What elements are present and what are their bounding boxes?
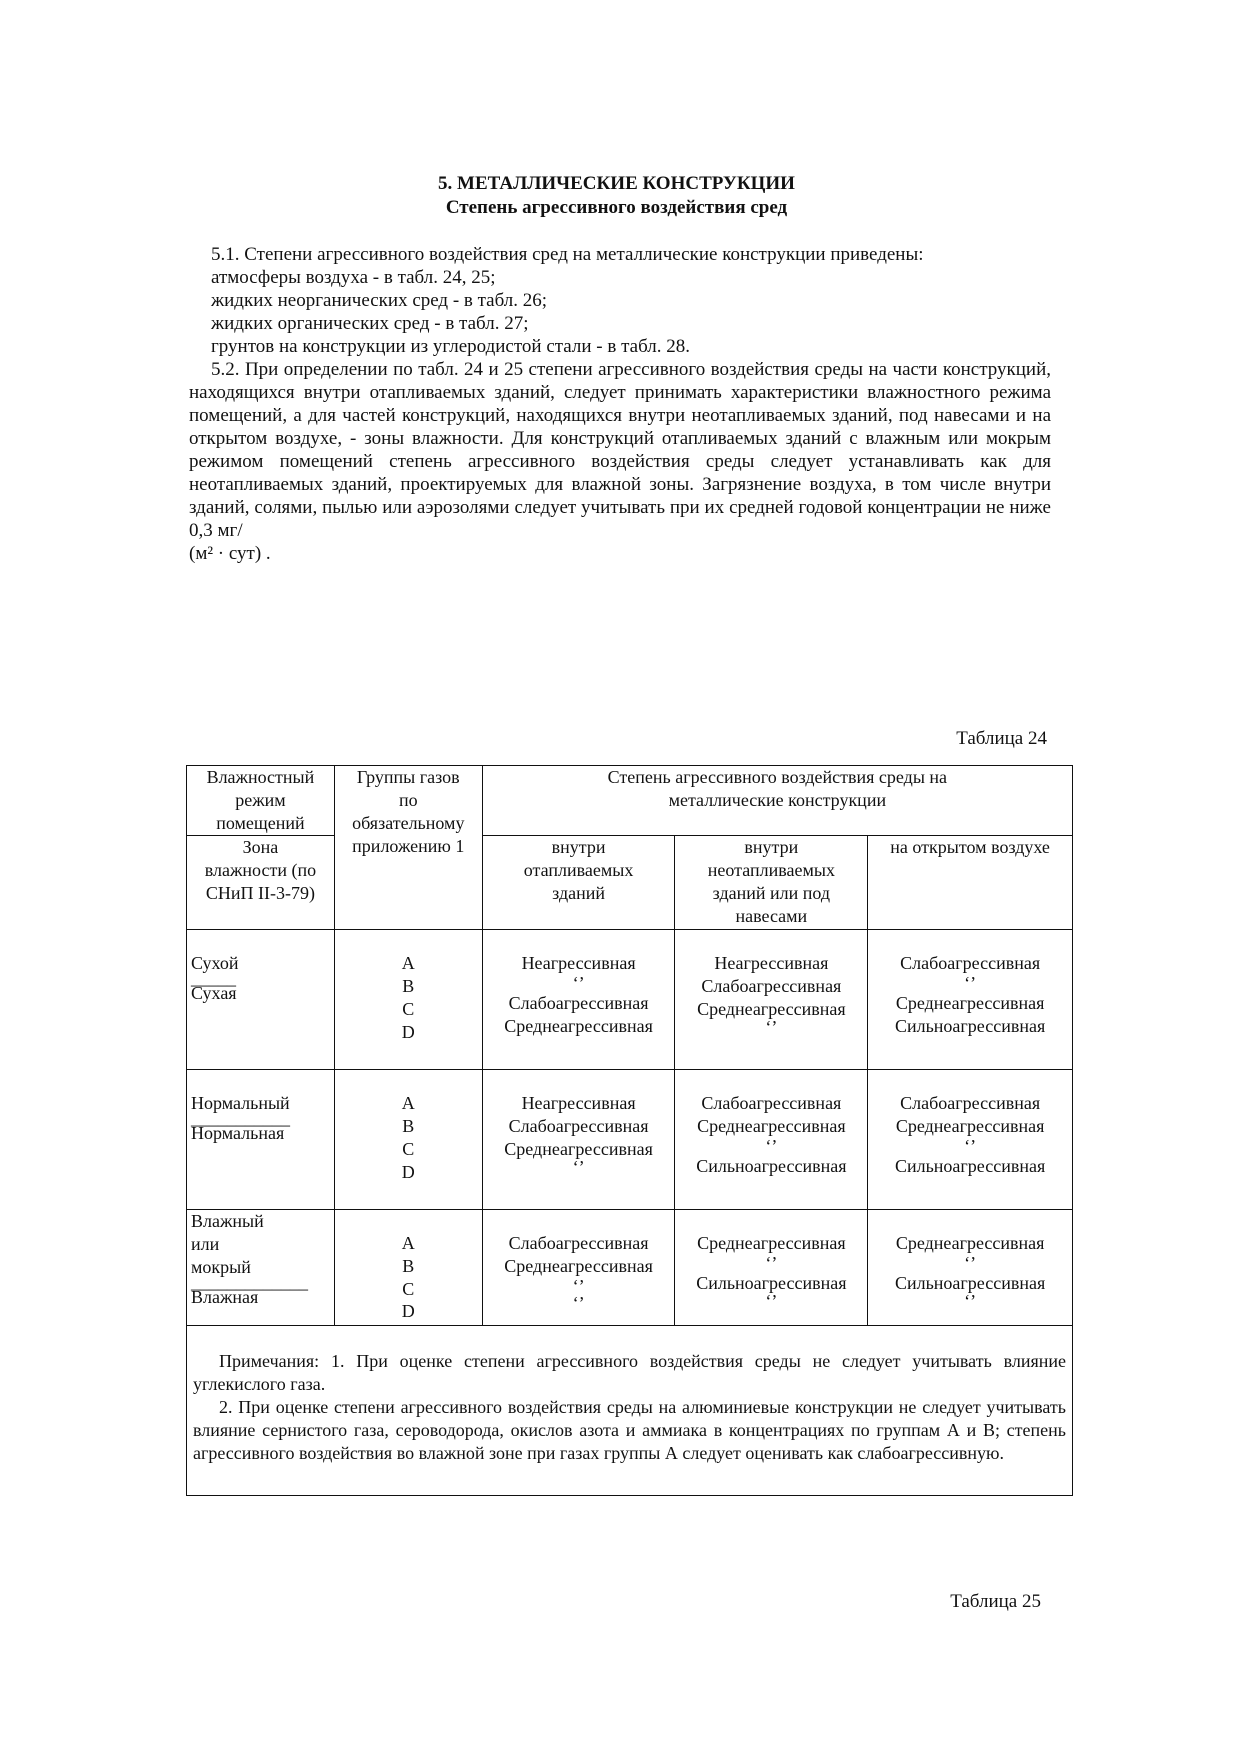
table-notes-row (187, 1326, 1073, 1496)
para-5-2: 5.2. При определении по табл. 24 и 25 степени агрессивного воздействия среды на части конструкций, находящихся внутри отапливаемых зданий, следует принимать характеристики влажностного режима помещений, а для частей конструкций, находящихся внутри неотапливаемых зданий, под навесами и на открытом воздухе, - зоны влажности. Для конструкций отапливаемых зданий с влажным или мокрым режимом помещений степень агрессивного воздействия среды следует устанавливать как для неотапливаемых зданий, проектируемых для влажной зоны. Загрязнение воздуха, в том числе внутри зданий, солями, пылью или аэрозолями следует учитывать при их средней годовой концентрации не ниже 0,3 мг/ (189, 359, 1051, 541)
regime-cell: Нормальный ___________ Нормальная (187, 1070, 335, 1210)
heated-cell: Неагрессивная Слабоагрессивная Среднеагрессивная ‘’ (482, 1070, 675, 1210)
regime-cell: Влажный или мокрый _____________ Влажная (187, 1210, 335, 1326)
regime-cell: Сухой _____ Сухая (187, 930, 335, 1070)
table-notes (187, 1326, 1073, 1496)
header-zone: Зона влажности (по СНиП II-3-79) (187, 836, 335, 930)
groups-cell: A B C D (334, 930, 482, 1070)
outdoor-cell: Среднеагрессивная ‘’ Сильноагрессивная ‘’ (868, 1210, 1073, 1326)
header-regime: Влажностный режим помещений (187, 766, 335, 836)
table-row (187, 930, 1073, 1070)
heated-cell: Неагрессивная ‘’ Слабоагрессивная Среднеагрессивная (482, 930, 675, 1070)
table-row (187, 1210, 1073, 1326)
header-degree: Степень агрессивного воздействия среды на металлические конструкции (482, 766, 1072, 836)
outdoor-cell: Слабоагрессивная Среднеагрессивная ‘’ Сильноагрессивная (868, 1070, 1073, 1210)
header-inside-unheated: внутри неотапливаемых зданий или под навесами (675, 836, 868, 930)
list-item: атмосферы воздуха - в табл. 24, 25; (211, 267, 496, 288)
list-item: жидких неорганических сред - в табл. 26; (211, 290, 548, 311)
header-outdoor: на открытом воздухе (868, 836, 1073, 930)
header-gas-groups: Группы газов по обязательному приложению 1 (334, 766, 482, 930)
header-inside-heated: внутри отапливаемых зданий (482, 836, 675, 930)
unheated-cell: Слабоагрессивная Среднеагрессивная ‘’ Сильноагрессивная (675, 1070, 868, 1210)
table-row (187, 1070, 1073, 1210)
heated-cell: Слабоагрессивная Среднеагрессивная ‘’ ‘’ (482, 1210, 675, 1326)
table-24 (186, 765, 1073, 1496)
table-25-caption: Таблица 25 (950, 1591, 1041, 1612)
para-5-1: 5.1. Степени агрессивного воздействия сред на металлические конструкции приведены: (211, 244, 924, 265)
outdoor-cell: Слабоагрессивная ‘’ Среднеагрессивная Сильноагрессивная (868, 930, 1073, 1070)
groups-cell: A B C D (334, 1210, 482, 1326)
para-5-2-tail: (м² · сут) . (189, 543, 271, 564)
table-24-caption: Таблица 24 (956, 728, 1047, 749)
list-item: жидких органических сред - в табл. 27; (211, 313, 529, 334)
section-title: 5. МЕТАЛЛИЧЕСКИЕ КОНСТРУКЦИИ (438, 173, 795, 194)
groups-cell: A B C D (334, 1070, 482, 1210)
body-text (189, 243, 1051, 565)
unheated-cell: Неагрессивная Слабоагрессивная Среднеагрессивная ‘’ (675, 930, 868, 1070)
note-2: 2. При оценке степени агрессивного воздействия среды на алюминиевые конструкции не следует учитывать влияние сернистого газа, сероводорода, окислов азота и аммиака в концентрациях по группам А и В; степень агрессивного воздействия во влажной зоне при газах группы А следует оценивать как слабоагрессивную. (193, 1397, 1066, 1463)
note-1: Примечания: 1. При оценке степени агрессивного воздействия среды не следует учитывать влияние углекислого газа. (193, 1351, 1066, 1394)
list-item: грунтов на конструкции из углеродистой стали - в табл. 28. (211, 336, 690, 357)
unheated-cell: Среднеагрессивная ‘’ Сильноагрессивная ‘’ (675, 1210, 868, 1326)
section-subtitle: Степень агрессивного воздействия сред (445, 197, 788, 218)
